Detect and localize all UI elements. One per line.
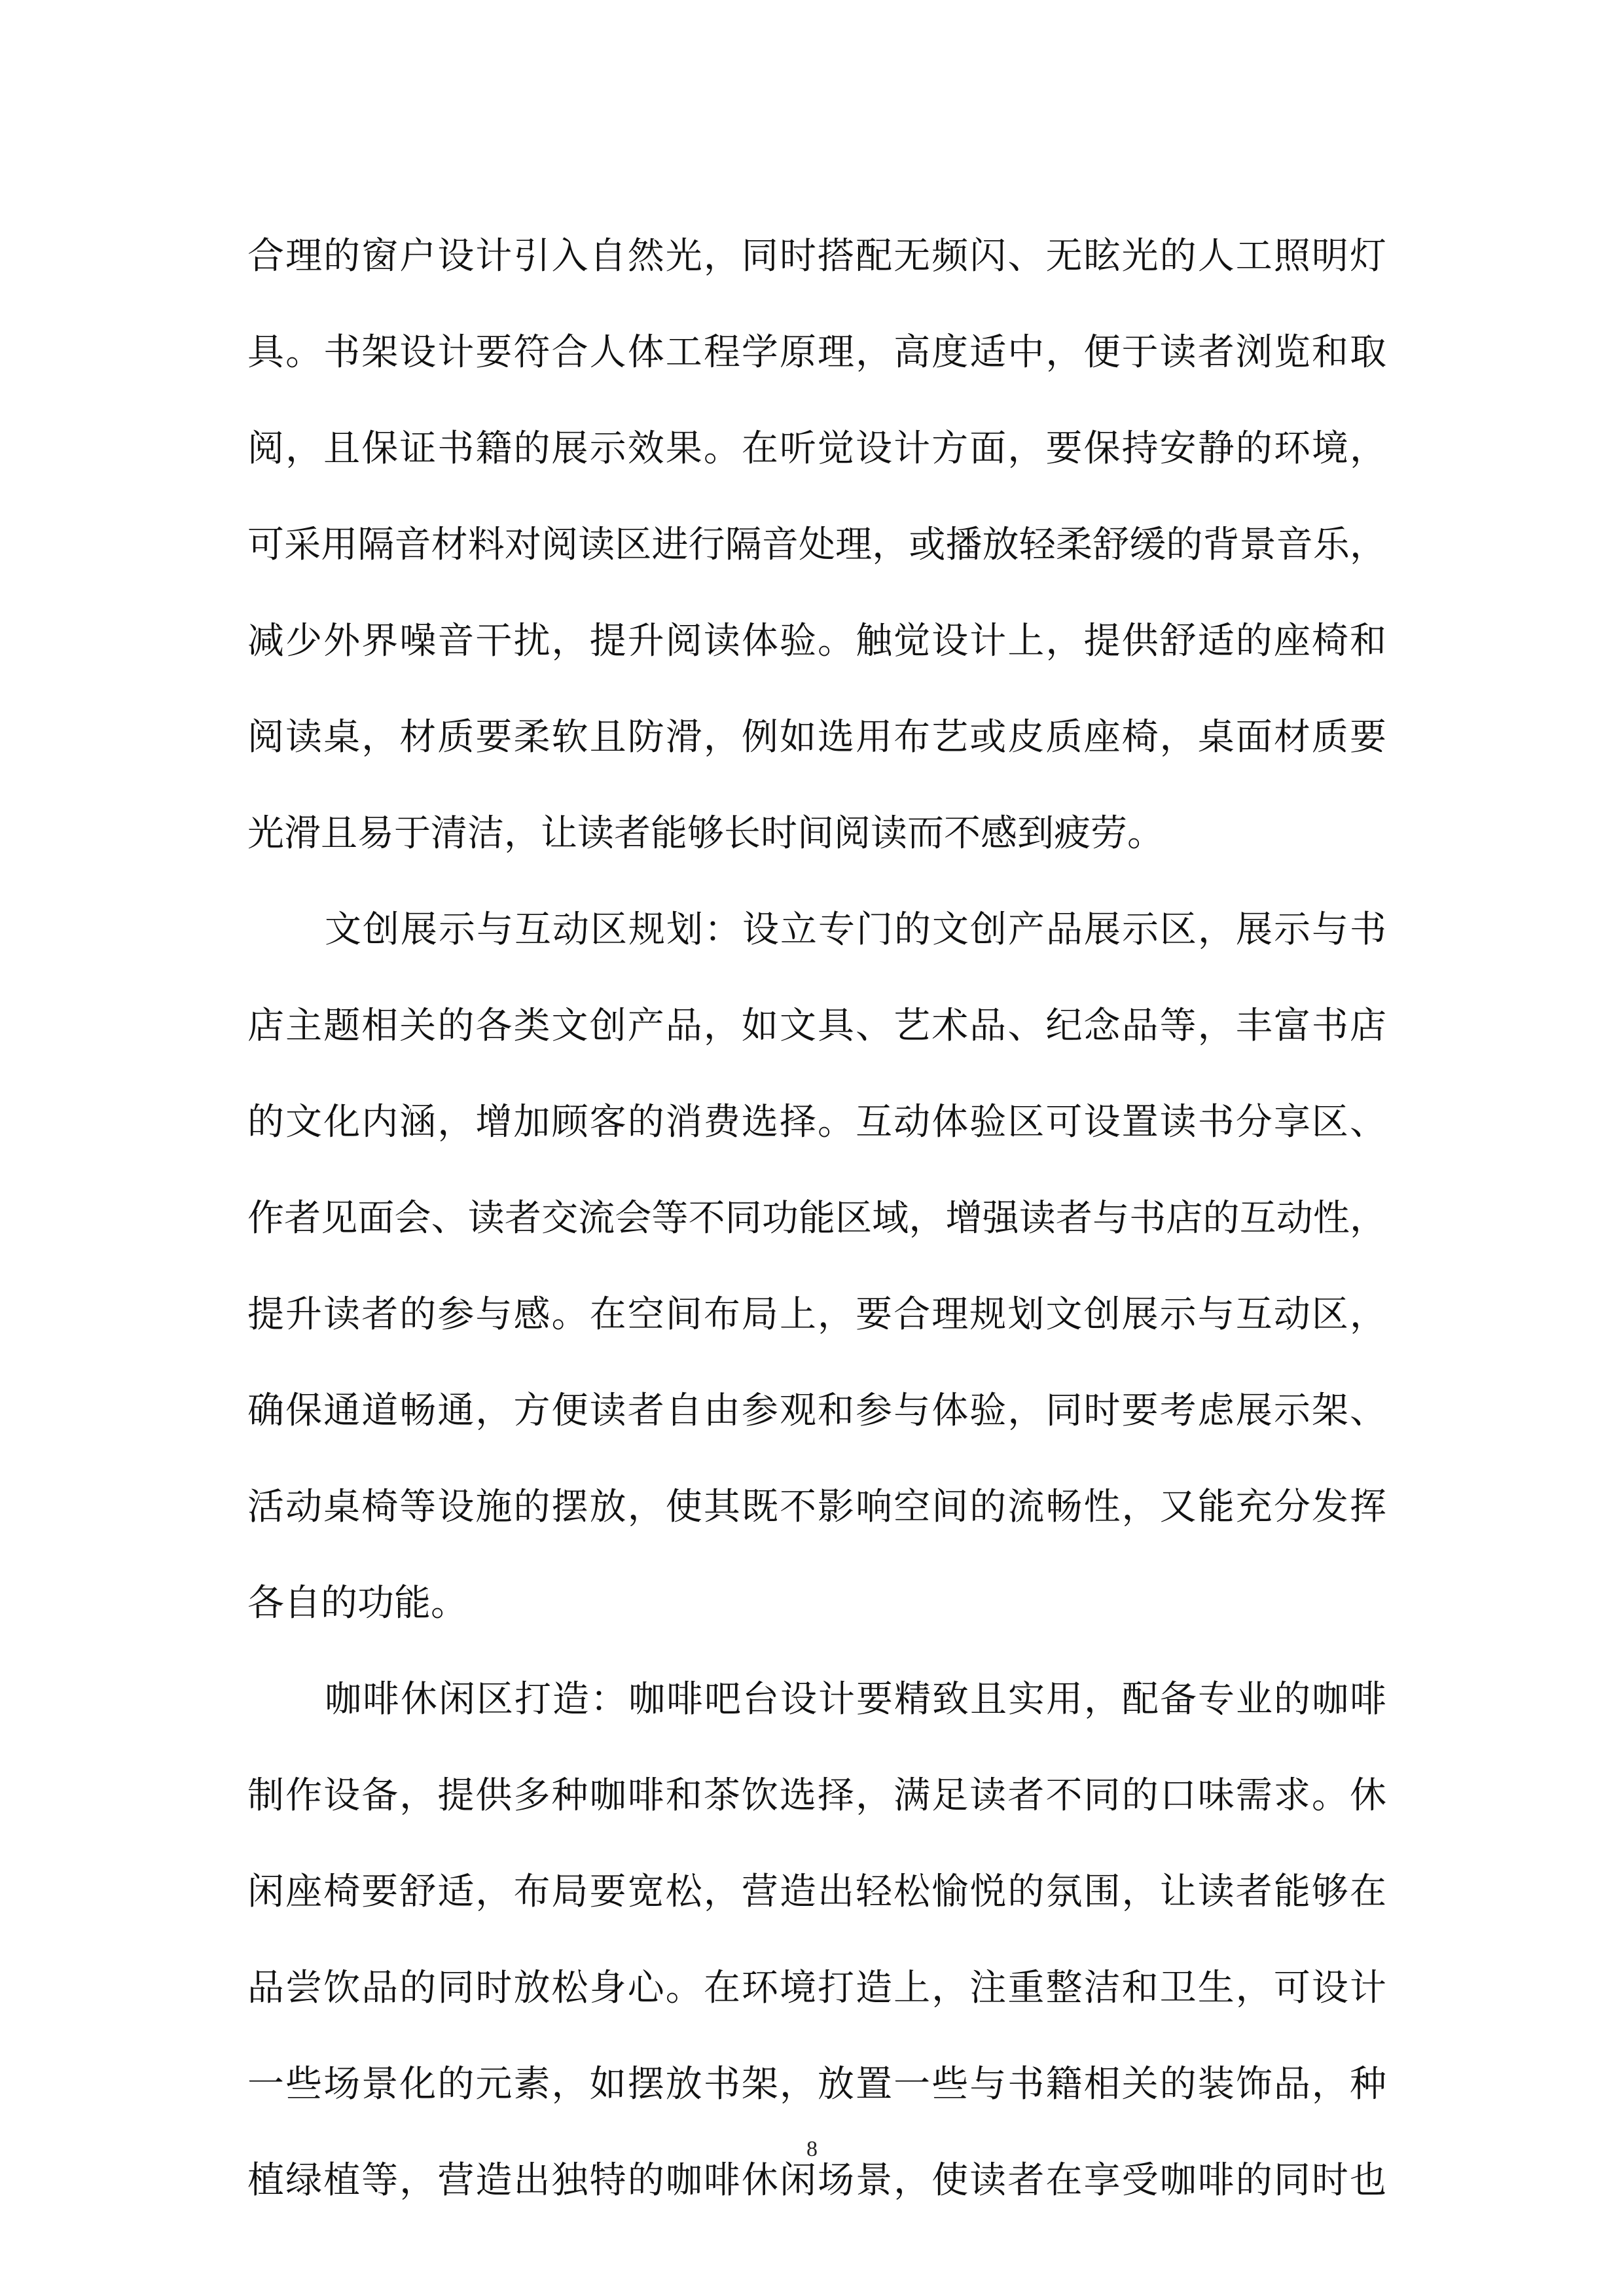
- text-line: 具。书架设计要符合人体工程学原理，高度适中，便于读者浏览和取: [247, 331, 1386, 374]
- text-line: 光滑且易于清洁，让读者能够长时间阅读而不感到疲劳。: [247, 812, 1164, 855]
- text-line: 活动桌椅等设施的摆放，使其既不影响空间的流畅性，又能充分发挥: [247, 1486, 1386, 1528]
- text-line: 提升读者的参与感。在空间布局上，要合理规划文创展示与互动区，: [247, 1293, 1386, 1336]
- paragraph-start-line: 咖啡休闲区打造：咖啡吧台设计要精致且实用，配备专业的咖啡: [325, 1678, 1386, 1721]
- text-line: 作者见面会、读者交流会等不同功能区域，增强读者与书店的互动性，: [247, 1197, 1386, 1240]
- text-line: 制作设备，提供多种咖啡和茶饮选择，满足读者不同的口味需求。休: [247, 1774, 1386, 1817]
- text-line: 一些场景化的元素，如摆放书架，放置一些与书籍相关的装饰品，种: [247, 2063, 1386, 2106]
- text-line: 确保通道畅通，方便读者自由参观和参与体验，同时要考虑展示架、: [247, 1390, 1386, 1432]
- text-line: 的文化内涵，增加顾客的消费选择。互动体验区可设置读书分享区、: [247, 1101, 1386, 1143]
- text-line: 合理的窗户设计引入自然光，同时搭配无频闪、无眩光的人工照明灯: [247, 235, 1386, 278]
- text-line: 可采用隔音材料对阅读区进行隔音处理，或播放轻柔舒缓的背景音乐，: [247, 524, 1386, 566]
- text-line: 植绿植等，营造出独特的咖啡休闲场景，使读者在享受咖啡的同时也: [247, 2159, 1386, 2202]
- text-line: 各自的功能。: [247, 1582, 467, 1624]
- text-line: 阅读桌，材质要柔软且防滑，例如选用布艺或皮质座椅，桌面材质要: [247, 716, 1386, 759]
- text-line: 阅，且保证书籍的展示效果。在听觉设计方面，要保持安静的环境，: [247, 427, 1386, 470]
- text-line: 品尝饮品的同时放松身心。在环境打造上，注重整洁和卫生，可设计: [247, 1967, 1386, 2009]
- text-line: 店主题相关的各类文创产品，如文具、艺术品、纪念品等，丰富书店: [247, 1005, 1386, 1047]
- body-text: [247, 208, 1386, 2229]
- page-number: 8: [806, 2137, 818, 2161]
- paragraph-start-line: 文创展示与互动区规划：设立专门的文创产品展示区，展示与书: [325, 908, 1386, 951]
- text-line: 闲座椅要舒适，布局要宽松，营造出轻松愉悦的氛围，让读者能够在: [247, 1871, 1386, 1913]
- text-line: 减少外界噪音干扰，提升阅读体验。触觉设计上，提供舒适的座椅和: [247, 620, 1386, 662]
